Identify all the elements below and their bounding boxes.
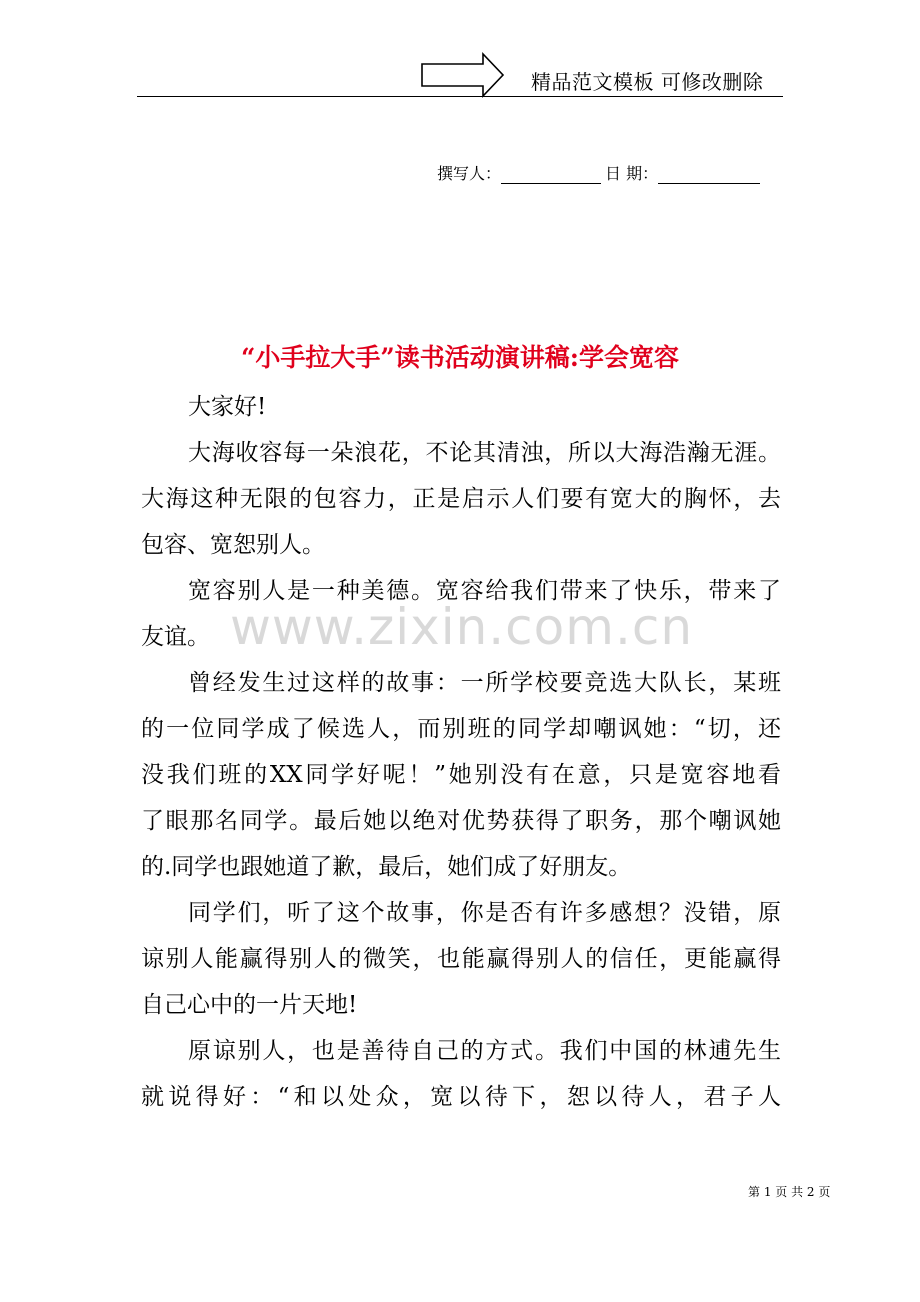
body-line: 原谅别人，也是善待自己的方式。我们中国的林逋先生 <box>188 1038 781 1064</box>
arrow-right-icon <box>421 52 505 98</box>
body-line: 没我们班的XX同学好呢！”她别没有在意，只是宽容地看 <box>141 762 781 788</box>
body-line: 的.同学也跟她道了歉，最后，她们成了好朋友。 <box>141 854 632 880</box>
author-label: 撰写人： <box>437 164 502 183</box>
header-label: 精品范文模板 可修改删除 <box>531 70 764 94</box>
body-line: 大海收容每一朵浪花，不论其清浊，所以大海浩瀚无涯。 <box>188 440 781 466</box>
body-line: 同学们，听了这个故事，你是否有许多感想？没错，原 <box>188 900 781 926</box>
body-line: 曾经发生过这样的故事：一所学校要竞选大队长，某班 <box>188 670 781 696</box>
watermark-text: www.zixin.com.cn <box>230 598 694 656</box>
body-line: 包容、宽恕别人。 <box>141 532 325 558</box>
body-line: 自己心中的一片天地! <box>141 992 358 1018</box>
body-line: 的一位同学成了候选人，而别班的同学却嘲讽她：“切，还 <box>141 716 781 742</box>
body-line: 友谊。 <box>141 624 210 650</box>
date-blank-field <box>658 165 760 184</box>
body-line: 就说得好：“和以处众，宽以待下，恕以待人，君子人 <box>141 1084 781 1110</box>
author-date-line <box>437 161 760 184</box>
body-line: 了眼那名同学。最后她以绝对优势获得了职务，那个嘲讽她 <box>141 808 781 834</box>
body-line: 大家好! <box>188 394 267 420</box>
document-title: “小手拉大手”读书活动演讲稿:学会宽容 <box>241 343 679 372</box>
date-label: 日 期： <box>605 164 659 183</box>
body-line: 谅别人能赢得别人的微笑，也能赢得别人的信任，更能赢得 <box>141 946 781 972</box>
author-blank-field <box>501 165 601 184</box>
body-line: 大海这种无限的包容力，正是启示人们要有宽大的胸怀，去 <box>141 486 781 512</box>
header-divider <box>137 96 783 97</box>
document-body <box>141 384 781 1120</box>
page-number: 第 1 页 共 2 页 <box>748 1185 831 1199</box>
body-line: 宽容别人是一种美德。宽容给我们带来了快乐，带来了 <box>188 578 781 604</box>
